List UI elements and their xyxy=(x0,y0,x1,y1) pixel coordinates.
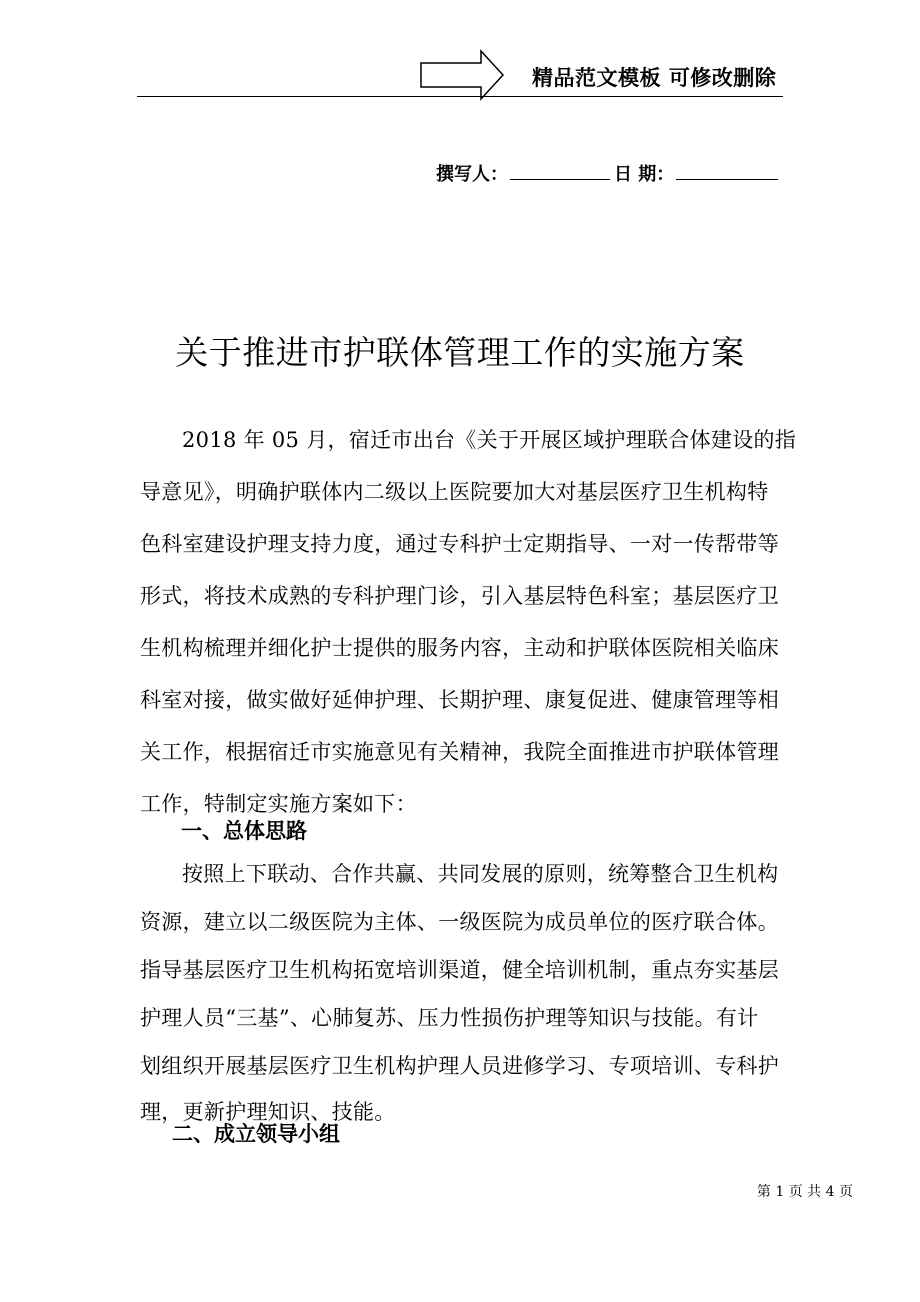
arrow-icon xyxy=(419,49,505,101)
author-label: 撰写人： xyxy=(436,164,508,185)
date-label: 日 期： xyxy=(614,164,675,185)
section-line: 按照上下联动、合作共赢、共同发展的原则，统筹整合卫生机构 xyxy=(182,862,779,886)
section-line: 护理人员“三基”、心肺复苏、压力性损伤护理等知识与技能。有计 xyxy=(140,1006,759,1030)
section-line: 资源，建立以二级医院为主体、一级医院为成员单位的医疗联合体。 xyxy=(140,910,779,934)
author-blank[interactable] xyxy=(510,161,610,180)
intro-line: 科室对接，做实做好延伸护理、长期护理、康复促进、健康管理等相 xyxy=(140,688,779,712)
intro-line: 色科室建设护理支持力度，通过专科护士定期指导、一对一传帮带等 xyxy=(140,532,779,556)
intro-line: 导意见》，明确护联体内二级以上医院要加大对基层医疗卫生机构特 xyxy=(140,480,769,504)
page-number: 第 1 页 共 4 页 xyxy=(756,1184,853,1200)
intro-line: 生机构梳理并细化护士提供的服务内容，主动和护联体医院相关临床 xyxy=(140,636,779,660)
date-blank[interactable] xyxy=(676,161,778,180)
section-line: 指导基层医疗卫生机构拓宽培训渠道，健全培训机制，重点夯实基层 xyxy=(140,958,779,982)
intro-line: 工作，特制定实施方案如下： xyxy=(140,792,417,816)
author-date-line xyxy=(436,160,778,186)
section-heading: 二、成立领导小组 xyxy=(172,1122,340,1146)
intro-line: 形式，将技术成熟的专科护理门诊，引入基层特色科室；基层医疗卫 xyxy=(140,584,779,608)
header-rule xyxy=(137,96,783,97)
header-banner: 精品范文模板 可修改删除 xyxy=(532,66,777,90)
section-line: 划组织开展基层医疗卫生机构护理人员进修学习、专项培训、专科护 xyxy=(140,1054,779,1078)
section-line: 理，更新护理知识、技能。 xyxy=(140,1100,396,1124)
intro-line: 关工作，根据宿迁市实施意见有关精神，我院全面推进市护联体管理 xyxy=(140,740,779,764)
section-heading: 一、总体思路 xyxy=(181,819,307,843)
document-title: 关于推进市护联体管理工作的实施方案 xyxy=(175,333,745,372)
intro-line: 2018 年 05 月，宿迁市出台《关于开展区域护理联合体建设的指 xyxy=(182,428,797,452)
